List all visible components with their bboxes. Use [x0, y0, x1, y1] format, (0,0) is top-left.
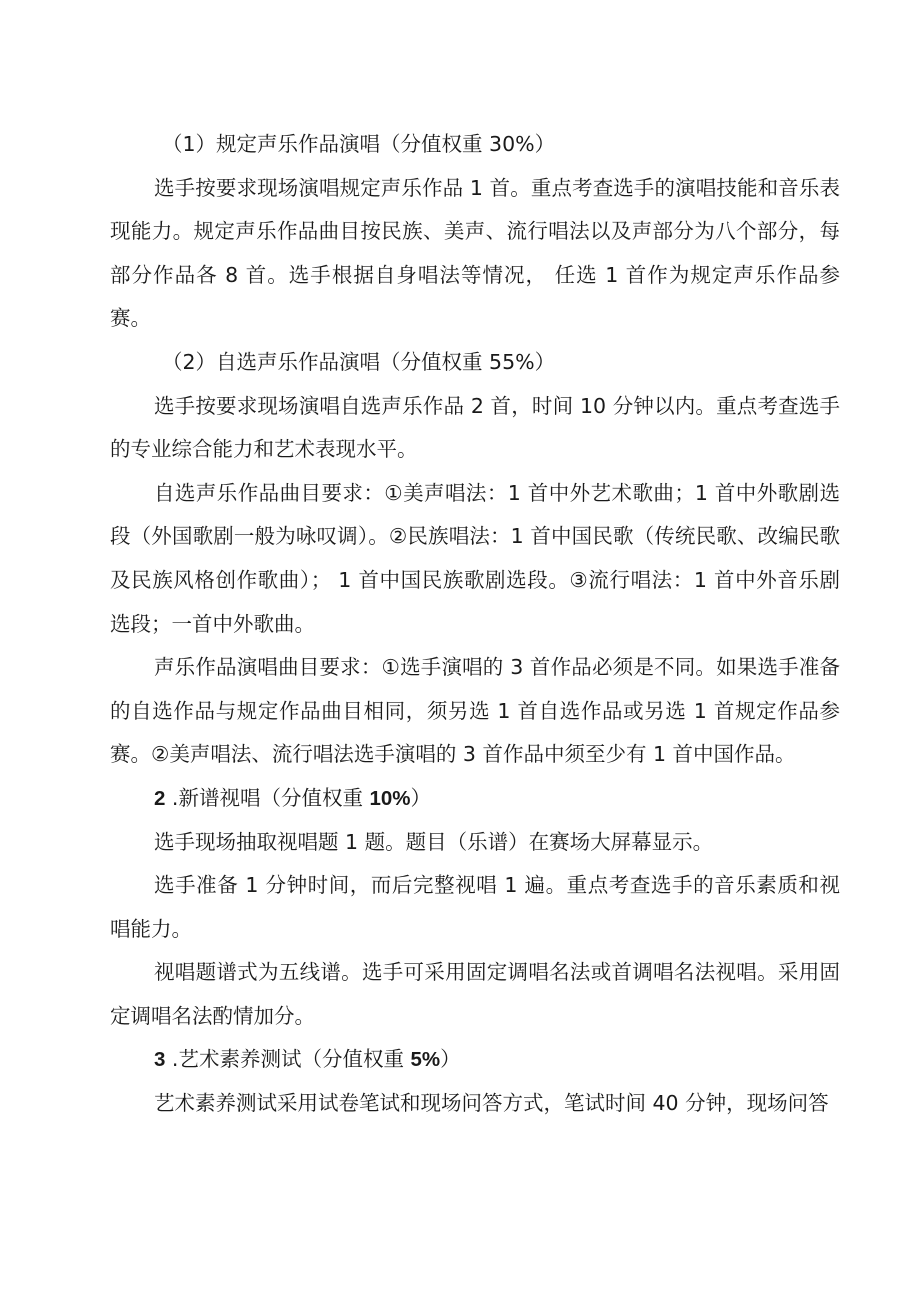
heading-close: ）	[410, 785, 431, 810]
heading-weight: 5%	[410, 1048, 441, 1072]
subheading-prescribed-vocal: （1）规定声乐作品演唱（分值权重 30%）	[162, 132, 556, 156]
paragraph-sight-singing-draw: 选手现场抽取视唱题 1 题。题目（乐谱）在赛场大屏幕显示。	[154, 829, 714, 854]
document-body	[110, 123, 840, 1126]
heading-number: 3	[154, 1048, 166, 1072]
paragraph-sight-singing-prep: 选手准备 1 分钟时间，而后完整视唱 1 遍。重点考查选手的音乐素质和视唱能力。	[110, 873, 840, 941]
paragraph-sight-singing-notation: 视唱题谱式为五线谱。选手可采用固定调唱名法或首调唱名法视唱。采用固定调唱名法酌情加分。	[110, 960, 840, 1028]
paragraph-art-literacy: 艺术素养测试采用试卷笔试和现场问答方式，笔试时间 40 分钟，现场问答	[154, 1091, 829, 1116]
heading-weight: 10%	[369, 786, 411, 810]
heading-sight-singing	[110, 777, 840, 821]
heading-title: .艺术素养测试（分值权重	[165, 1047, 411, 1072]
paragraph-repertoire-requirements: 声乐作品演唱曲目要求：①选手演唱的 3 首作品必须是不同。如果选手准备的自选作品与规定作品曲目相同，须另选 1 首自选作品或另选 1 首规定作品参赛。②美声唱法、流行唱法选手演唱的 3 首作品中须至少有 1 首中国作品。	[110, 655, 840, 767]
heading-art-literacy	[110, 1038, 840, 1082]
paragraph-selfselected-vocal: 选手按要求现场演唱自选声乐作品 2 首，时间 10 分钟以内。重点考查选手的专业综合能力和艺术表现水平。	[110, 393, 840, 462]
paragraph-selfselected-requirements: 自选声乐作品曲目要求：①美声唱法：1 首中外艺术歌曲；1 首中外歌剧选段（外国歌剧一般为咏叹调）。②民族唱法：1 首中国民歌（传统民歌、改编民歌及民族风格创作歌曲）； 1 首中国民族歌剧选段。③流行唱法：1 首中外音乐剧选段；一首中外歌曲。	[110, 480, 840, 636]
subheading-selfselected-vocal: （2）自选声乐作品演唱（分值权重 55%）	[162, 349, 556, 374]
heading-title: .新谱视唱（分值权重	[165, 785, 370, 810]
heading-number: 2	[154, 786, 166, 810]
paragraph-prescribed-vocal: 选手按要求现场演唱规定声乐作品 1 首。重点考查选手的演唱技能和音乐表现能力。规定声乐作品曲目按民族、美声、流行唱法以及声部分为八个部分，每部分作品各 8 首。选手根据自身唱法等情况， 任选 1 首作为规定声乐作品参赛。	[110, 175, 840, 331]
heading-close: ）	[440, 1047, 461, 1072]
